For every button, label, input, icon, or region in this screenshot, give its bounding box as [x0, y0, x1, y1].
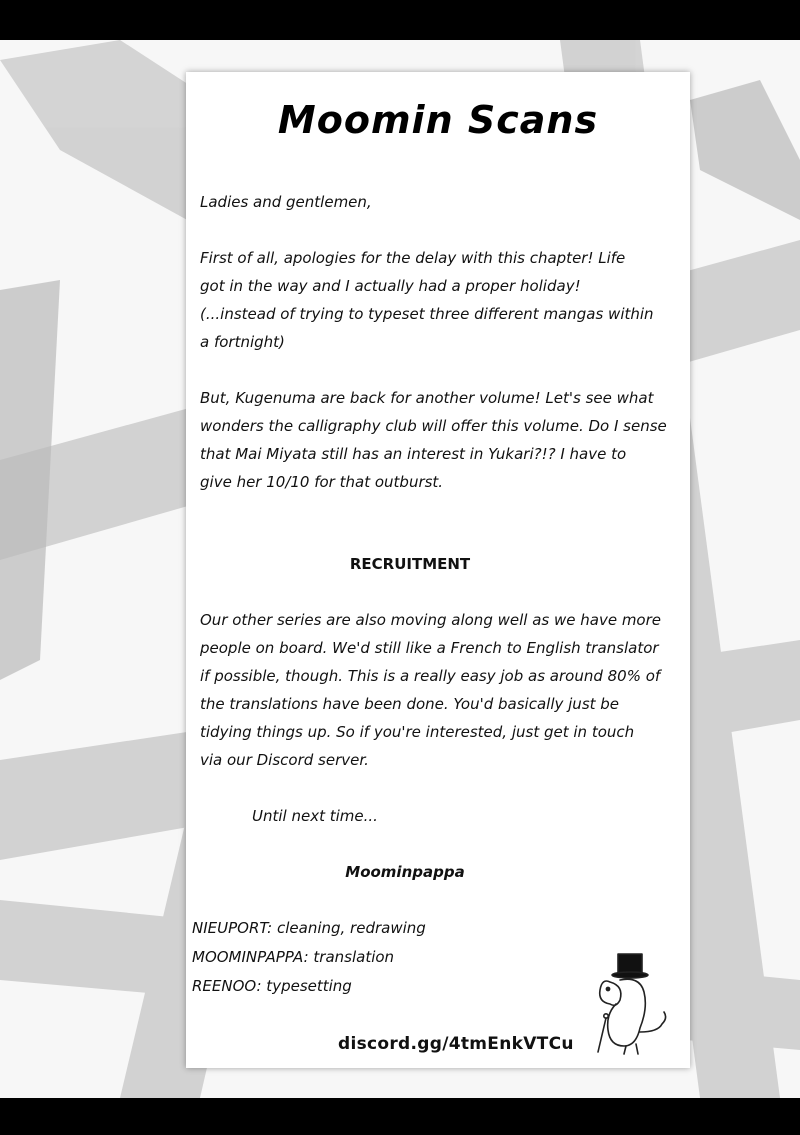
credit-typesetting: REENOO: typesetting [192, 977, 352, 995]
greeting: Ladies and gentlemen, [200, 193, 372, 211]
discord-link[interactable]: discord.gg/4tmEnkVTCu [338, 1034, 574, 1054]
paragraph-recruitment: Our other series are also moving along well as we have more people on board. We'd still like a French to English translator if possible, though. This is a really easy job as around 80% of the translations have been done. You'd basically just be tidying things up. So if you're interested, just get in touch via our Discord server. [200, 611, 662, 769]
page-title: Moomin Scans [277, 98, 599, 142]
credit-cleaning: NIEUPORT: cleaning, redrawing [192, 919, 426, 937]
closing-line: Until next time... [252, 807, 378, 825]
paragraph-volume: But, Kugenuma are back for another volume! Let's see what wonders the calligraphy club will offer this volume. Do I sense that Mai Miyata still has an interest in Yukari?!? I have to give her 10/10 for that outburst. [200, 389, 667, 491]
paragraph-apology: First of all, apologies for the delay with this chapter! Life got in the way and I actually had a proper holiday! (...instead of trying to typeset three different mangas within a fortnight) [200, 249, 654, 351]
recruitment-heading: RECRUITMENT [349, 555, 471, 573]
top-letterbox-bar [0, 0, 800, 40]
credit-translation: MOOMINPAPPA: translation [192, 948, 395, 966]
bottom-letterbox-bar [0, 1098, 800, 1135]
moominpappa-icon [580, 948, 680, 1056]
signature: Moominpappa [345, 863, 465, 881]
